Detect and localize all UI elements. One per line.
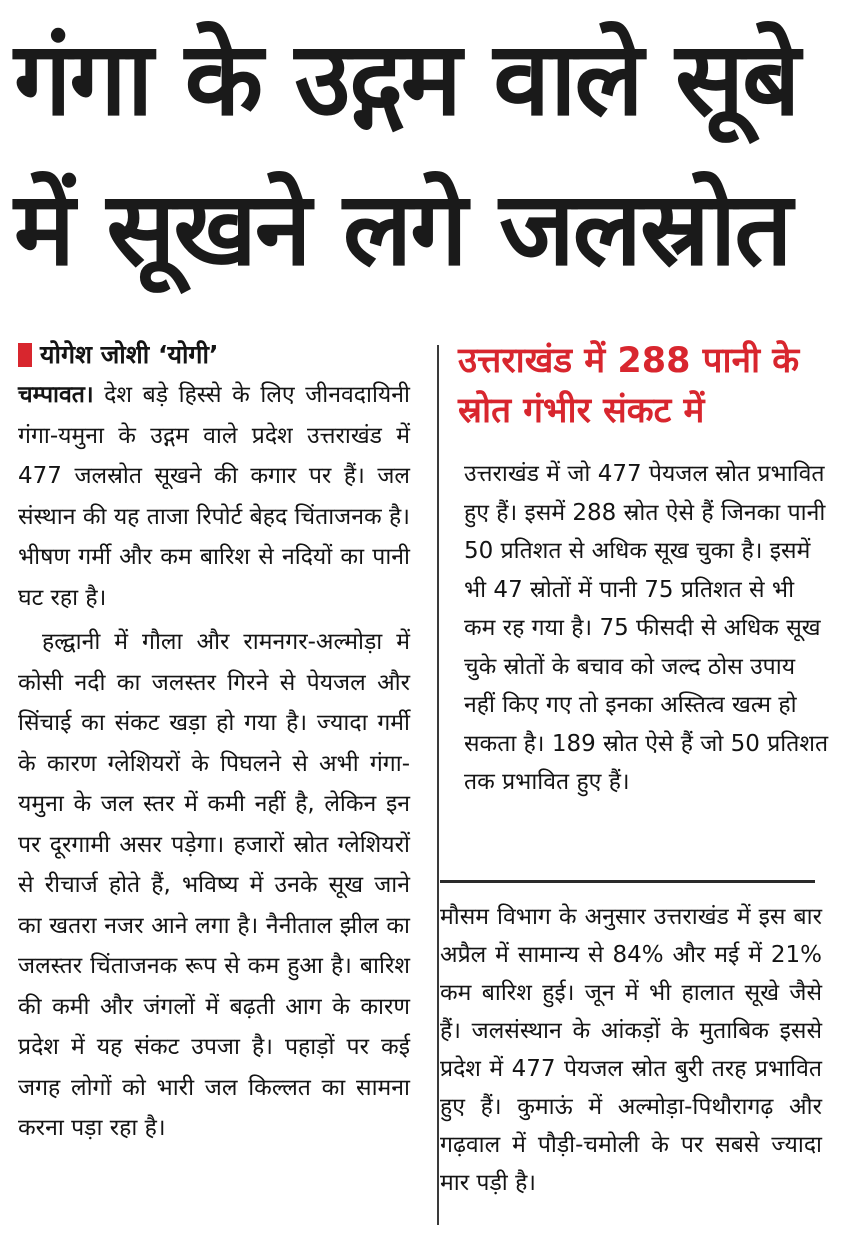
box-paragraph: उत्तराखंड में जो 477 पेयजल स्रोत प्रभावित हुए हैं। इसमें 288 स्रोत ऐसे हैं जिनका पानी 50 प्रतिशत से अधिक सूख चुका है। इसमें भी 47 स्रोतों में पानी 75 प्रतिशत से भी कम रह गया है। 75 फीसदी से अधिक सूख चुके स्रोतों के बचाव को जल्द ठोस उपाय नहीं किए गए तो इनका अस्तित्व खत्म हो सकता है। 189 स्रोत ऐसे हैं जो 50 प्रतिशत तक प्रभावित हुए हैं।: [464, 461, 829, 795]
article-paragraph-2: हल्द्वानी में गौला और रामनगर-अल्मोड़ा में कोसी नदी का जलस्तर गिरने से पेयजल और सिंचाई का संकट खड़ा हो गया है। ज्यादा गर्मी के कारण ग्लेशियरों के पिघलने से अभी गंगा-यमुना के जल स्तर में कमी नहीं है, लेकिन इन पर दूरगामी असर पड़ेगा। हजारों स्रोत ग्लेशियरों से रीचार्ज होते हैं, भविष्य में उनके सूख जाने का खतरा नजर आने लगा है। नैनीताल झील का जलस्तर चिंताजनक रूप से कम हुआ है। बारिश की कमी और जंगलों में बढ़ती आग के कारण प्रदेश में यह संकट उपजा है। पहाड़ों पर कई जगह लोगों को भारी जल किल्लत का सामना करना पड़ा रहा है।: [18, 629, 410, 1141]
headline-line-2: में सूखने लगे जलस्रोत: [14, 170, 791, 289]
red-square-icon: [18, 343, 32, 367]
article-paragraph-1-text: देश बड़े हिस्से के लिए जीनवदायिनी गंगा-यमुना के उद्गम वाले प्रदेश उत्तराखंड में 477 जलस्रोत सूखने की कगार पर हैं। जल संस्थान की यह ताजा रिपोर्ट बेहद चिंताजनक है। भीषण गर्मी और कम बारिश से नदियों का पानी घट रहा है।: [18, 382, 410, 611]
headline-line-1: गंगा के उद्गम वाले सूबे: [14, 20, 799, 139]
right-column-paragraph: मौसम विभाग के अनुसार उत्तराखंड में इस बार अप्रैल में सामान्य से 84% और मई में 21% कम बारिश हुई। जून में भी हालात सूखे जैसे हैं। जलसंस्थान के आंकड़ों के मुताबिक इससे प्रदेश में 477 पेयजल स्रोत बुरी तरह प्रभावित हुए हैं। कुमाऊं में अल्मोड़ा-पिथौरागढ़ और गढ़वाल में पौड़ी-चमोली के पर सबसे ज्यादा मार पड़ी है।: [440, 904, 822, 1196]
box-bottom-rule: [440, 880, 815, 883]
article-paragraph-1: [18, 375, 410, 618]
column-divider: [437, 345, 439, 1225]
article-right-column: [440, 898, 822, 1202]
article-left-column: [18, 335, 410, 1149]
dateline: चम्पावत।: [18, 382, 94, 408]
box-heading: उत्तराखंड में 288 पानी के स्रोत गंभीर संकट में: [458, 341, 800, 431]
byline: [18, 335, 410, 375]
byline-author: योगेश जोशी ‘योगी’: [40, 339, 219, 369]
box-text: [464, 455, 829, 802]
